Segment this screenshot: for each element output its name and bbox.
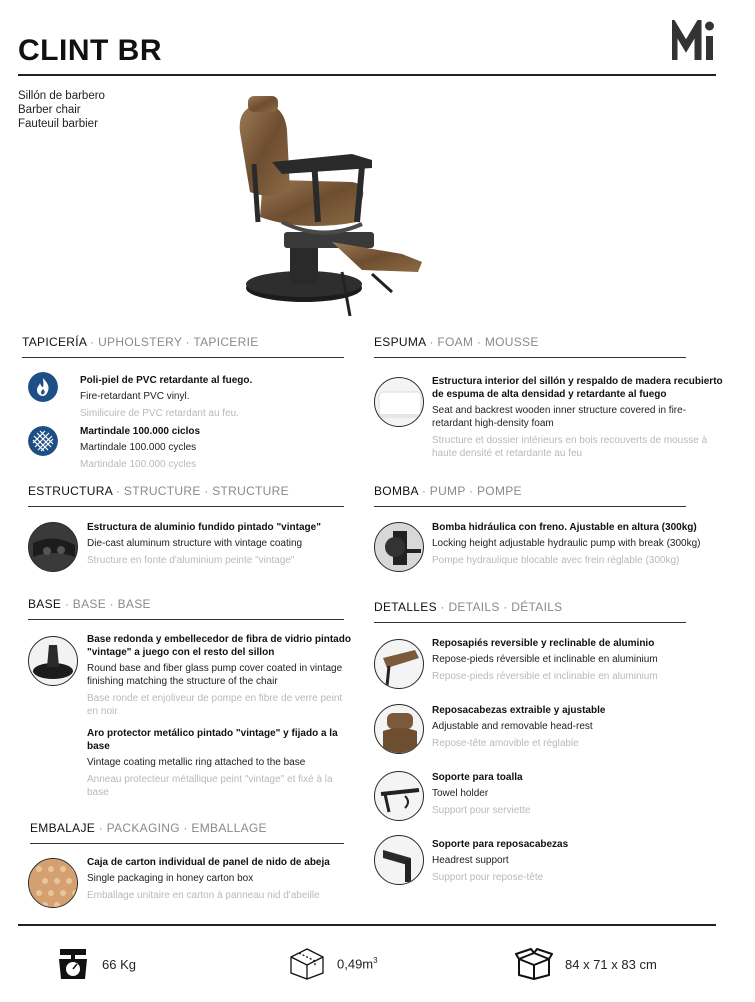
details-item-2: Reposacabezas extraible y ajustable Adjustable and removable head-rest Repose-tête amovible et réglable <box>432 705 606 749</box>
pump-item-1: Bomba hidráulica con freno. Ajustable en altura (300kg) Locking height adjustable hydraulic pump with break (300kg) Pompe hydraulique blocable avec frein réglable (300kg) <box>432 522 701 566</box>
section-divider <box>374 357 686 358</box>
section-divider <box>374 506 686 507</box>
page-title: CLINT BR <box>18 34 162 67</box>
weight-spec <box>56 946 136 982</box>
pump-image <box>374 522 424 572</box>
details-item-1: Reposapiés reversible y reclinable de aluminio Repose-pieds réversible et inclinable en aluminium Repose-pieds réversible et inclinable en aluminium <box>432 638 658 682</box>
subtitle-fr: Fauteuil barbier <box>18 118 98 130</box>
box-dimensions-icon <box>515 947 553 981</box>
section-heading: BOMBA · PUMP · POMPE <box>374 484 522 498</box>
structure-image <box>28 522 78 572</box>
packaging-item-1: Caja de carton individual de panel de nido de abeja Single packaging in honey carton box Emballage unitaire en carton à panneau nid d'abeille <box>87 857 330 901</box>
section-structure <box>28 484 344 507</box>
weight-value: 66 Kg <box>102 956 136 972</box>
section-packaging <box>30 821 344 844</box>
towel-holder-image <box>374 771 424 821</box>
section-foam <box>374 335 686 358</box>
section-heading: TAPICERÍA · UPHOLSTERY · TAPICERIE <box>22 335 259 349</box>
section-heading: BASE · BASE · BASE <box>28 597 151 611</box>
subtitle-en: Barber chair <box>18 104 81 116</box>
structure-item-1: Estructura de aluminio fundido pintado "vintage" Die-cast aluminum structure with vintage coating Structure en fonte d'aluminium peinte "vintage" <box>87 522 321 566</box>
base-image <box>28 636 78 686</box>
section-pump <box>374 484 686 507</box>
header-divider <box>18 74 716 76</box>
brand-logo <box>672 20 718 62</box>
section-divider <box>374 622 686 623</box>
headrest-support-image <box>374 835 424 885</box>
details-item-4: Soporte para reposacabezas Headrest support Support pour repose-tête <box>432 839 569 883</box>
product-subtitle <box>18 89 105 131</box>
section-divider <box>28 506 344 507</box>
dimensions-value: 84 x 71 x 83 cm <box>565 956 657 972</box>
section-upholstery <box>22 335 344 358</box>
section-divider <box>30 843 344 844</box>
volume-spec <box>289 946 378 982</box>
packaging-image <box>28 858 78 908</box>
section-divider <box>22 357 344 358</box>
scale-weight-icon <box>56 947 90 981</box>
base-item-1: Base redonda y embellecedor de fibra de vidrio pintado "vintage" a juego con el resto del sillon Round base and fiber glass pump cover coated in vintage finishing matching the structure of the chair Base ronde et enjoliveur de pompe en fibre de verre peint en noir <box>87 634 351 717</box>
headrest-image <box>374 704 424 754</box>
footrest-image <box>374 639 424 689</box>
dimensions-spec <box>515 946 657 982</box>
upholstery-item-1: Poli-piel de PVC retardante al fuego. Fire-retardant PVC vinyl. Similicuire de PVC retardant au feu. <box>80 375 253 419</box>
cube-volume-icon <box>289 947 325 981</box>
details-item-3: Soporte para toalla Towel holder Support pour serviette <box>432 772 531 816</box>
subtitle-es: Sillón de barbero <box>18 90 105 102</box>
section-heading: EMBALAJE · PACKAGING · EMBALLAGE <box>30 821 267 835</box>
fabric-weave-icon <box>28 426 58 456</box>
foam-image <box>374 377 424 427</box>
barber-chair-image <box>222 92 432 324</box>
section-details <box>374 600 686 623</box>
section-heading: DETALLES · DETAILS · DÉTAILS <box>374 600 563 614</box>
base-item-2: Aro protector metálico pintado "vintage" y fijado a la base Vintage coating metallic ring attached to the base Anneau protecteur métallique peint "vintage" et fixé à la base <box>87 728 338 798</box>
section-heading: ESTRUCTURA · STRUCTURE · STRUCTURE <box>28 484 289 498</box>
section-divider <box>28 619 344 620</box>
footer-divider <box>18 924 716 926</box>
upholstery-item-2: Martindale 100.000 ciclos Martindale 100.000 cycles Martindale 100.000 cycles <box>80 426 201 470</box>
section-base <box>28 597 344 620</box>
foam-item-1: Estructura interior del sillón y respaldo de madera recubierto de espuma de alta densidad y retardante al fuego Seat and backrest wooden inner structure covered in fire-retardant high-density foam Structure et dossier intérieurs en bois recouverts de mousse à haute densité et retardante au feu <box>432 376 723 459</box>
flame-icon <box>28 372 58 402</box>
volume-value: $0,49m^3$ <box>337 956 378 972</box>
section-heading: ESPUMA · FOAM · MOUSSE <box>374 335 539 349</box>
